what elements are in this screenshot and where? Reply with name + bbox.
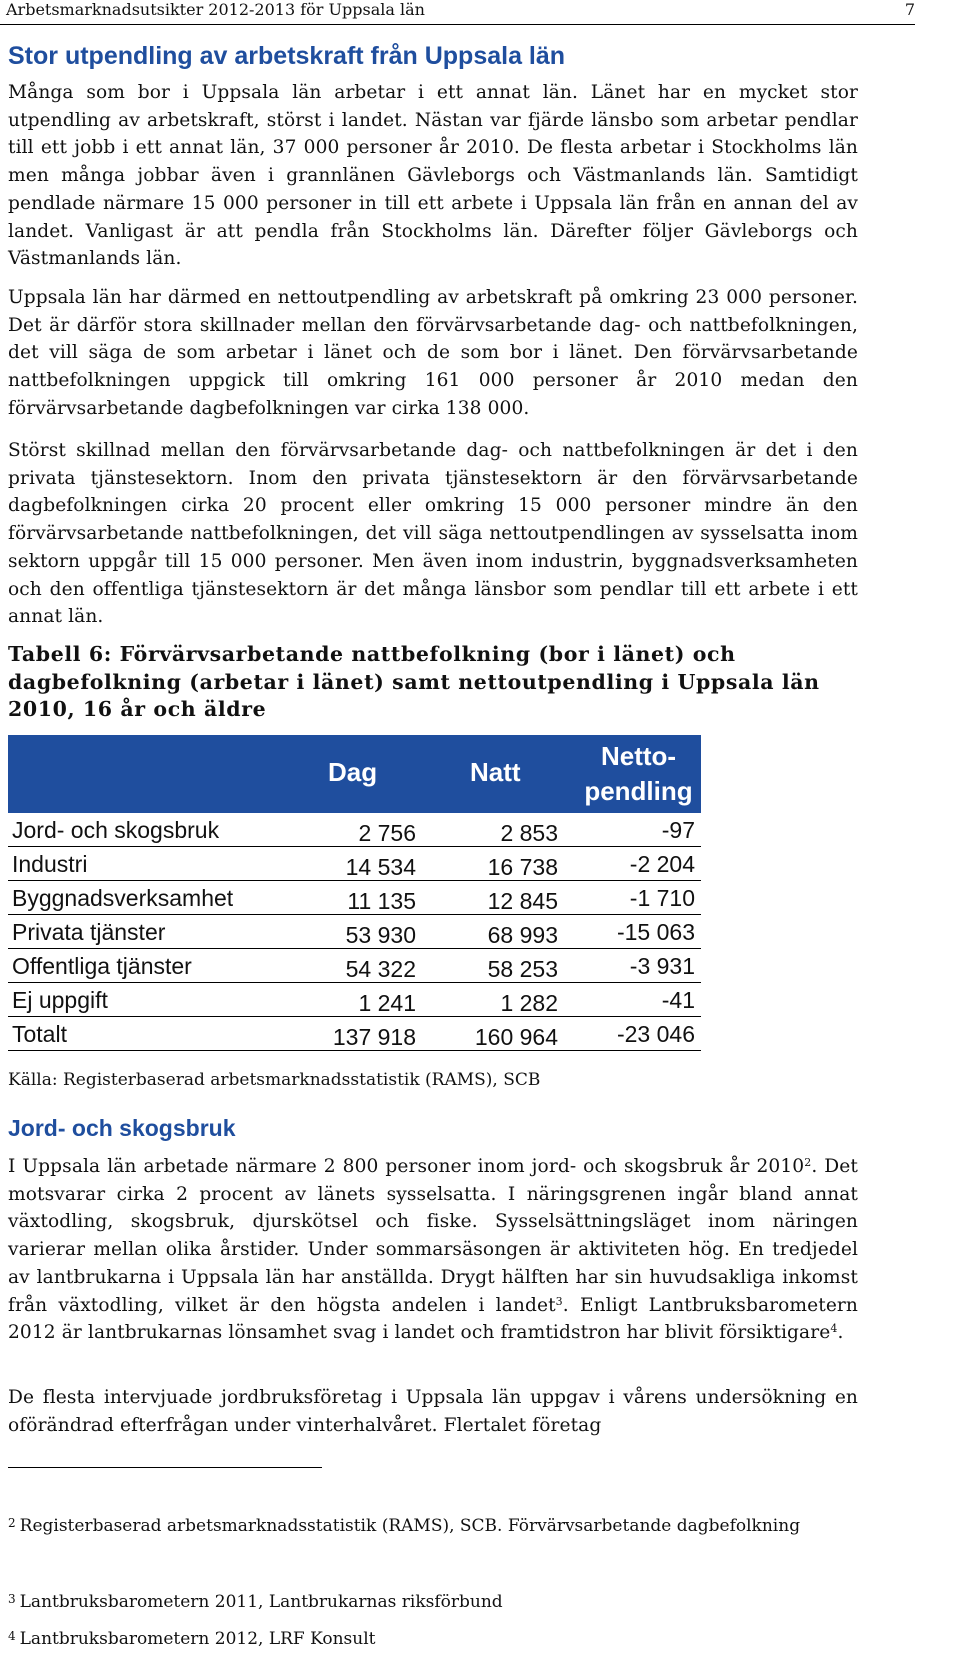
paragraph-3: Störst skillnad mellan den förvärvsarbetande dag- och nattbefolkningen är det i den privata tjänstesektorn. Inom den privata tjänstesektorn är den förvärvsarbetande dagbefolkningen cirka 20 procent eller omkring 15 000 personer mindre än den förvärvsarbetande nattbefolkningen, det vill säga nettoutpendlingen av sysselsatta inom sektorn uppgår till 15 000 personer. Men även inom industrin, byggnadsverksamheten och den offentliga tjänstesektorn är det många länsbor som pendlar till ett arbete i ett annat län. bbox=[8, 440, 858, 628]
cell-dag: 2 756 bbox=[358, 820, 416, 846]
cell-netto: -97 bbox=[661, 817, 695, 843]
table-row bbox=[8, 1017, 701, 1051]
footnote-number: 4 bbox=[8, 1629, 16, 1643]
footnote-ref-3[interactable]: 3 bbox=[555, 1294, 563, 1308]
footnote-4 bbox=[8, 1617, 808, 1658]
cell-natt: 12 845 bbox=[487, 888, 558, 914]
column-header-nettopendling: Netto-pendling bbox=[584, 741, 693, 806]
cell-natt: 68 993 bbox=[487, 922, 558, 948]
table-row bbox=[8, 915, 701, 949]
table-row bbox=[8, 949, 701, 983]
text-run: . Enligt Lantbruksbarometern 2012 är lantbrukarnas lönsamhet svag i landet och framtidstron har blivit försiktigare bbox=[8, 1294, 858, 1344]
row-label: Jord- och skogsbruk bbox=[12, 817, 220, 843]
table-caption: Tabell 6: Förvärvsarbetande nattbefolkning (bor i länet) och dagbefolkning (arbetar i länet) samt nettoutpendling i Uppsala län 2010, 16 år och äldre bbox=[8, 642, 820, 721]
row-label: Ej uppgift bbox=[12, 987, 108, 1013]
cell-netto: -15 063 bbox=[616, 919, 695, 945]
cell-dag: 54 322 bbox=[345, 956, 416, 982]
footnote-number: 3 bbox=[8, 1592, 16, 1606]
cell-natt: 1 282 bbox=[500, 990, 558, 1016]
footnote-divider bbox=[8, 1467, 322, 1468]
paragraph-jordbruk-2: De flesta intervjuade jordbruksföretag i Uppsala län uppgav i vårens undersökning en oförändrad efterfrågan under vinterhalvåret. Flertalet företag bbox=[8, 1387, 858, 1436]
cell-natt: 58 253 bbox=[487, 956, 558, 982]
table-row bbox=[8, 847, 701, 881]
row-label: Totalt bbox=[12, 1021, 67, 1047]
running-header-title: Arbetsmarknadsutsikter 2012-2013 för Uppsala län bbox=[6, 0, 425, 19]
paragraph-2: Uppsala län har därmed en nettoutpendling av arbetskraft på omkring 23 000 personer. Det är därför stora skillnader mellan den förvärvsarbetande dag- och nattbefolkningen, det vill säga de som arbetar i länet och de som bor i länet. Den förvärvsarbetande nattbefolkningen uppgick till omkring 161 000 personer år 2010 medan den förvärvsarbetande dagbefolkningen var cirka 138 000. bbox=[8, 287, 858, 419]
cell-netto: -23 046 bbox=[616, 1021, 695, 1047]
footnote-text: Lantbruksbarometern 2011, Lantbrukarnas riksförbund bbox=[19, 1592, 503, 1612]
text-run: . bbox=[837, 1322, 844, 1344]
footnote-3 bbox=[8, 1580, 808, 1621]
cell-dag: 137 918 bbox=[332, 1024, 416, 1050]
cell-dag: 1 241 bbox=[358, 990, 416, 1016]
footnote-ref-2[interactable]: 2 bbox=[804, 1156, 812, 1169]
footnote-number: 2 bbox=[8, 1516, 16, 1530]
section-heading-utpendling: Stor utpendling av arbetskraft från Uppsala län bbox=[8, 42, 566, 70]
table-source: Källa: Registerbaserad arbetsmarknadsstatistik (RAMS), SCB bbox=[8, 1070, 541, 1090]
cell-dag: 14 534 bbox=[345, 854, 416, 880]
cell-dag: 11 135 bbox=[347, 888, 416, 914]
row-label: Industri bbox=[12, 851, 88, 877]
column-header-natt: Natt bbox=[470, 757, 521, 787]
footnote-2 bbox=[8, 1504, 808, 1545]
cell-netto: -2 204 bbox=[629, 851, 695, 877]
column-header-dag: Dag bbox=[328, 757, 378, 787]
row-label: Offentliga tjänster bbox=[12, 953, 192, 979]
page-number: 7 bbox=[904, 0, 915, 19]
paragraph-1: Många som bor i Uppsala län arbetar i ett annat län. Länet har en mycket stor utpendling av arbetskraft, störst i landet. Nästan var fjärde länsbo som arbetar pendlar till ett jobb i ett annat län, 37 000 personer år 2010. De flesta arbetar i Stockholms län men många jobbar även i grannlänen Gävleborgs och Västmanlands län. Samtidigt pendlade närmare 15 000 personer in till ett arbete i Uppsala län från en annan del av landet. Vanligast är att pendla från Stockholms län. Därefter följer Gävleborgs och Västmanlands län. bbox=[8, 82, 858, 270]
footnote-ref-4[interactable]: 4 bbox=[830, 1322, 838, 1336]
footnote-text: Lantbruksbarometern 2012, LRF Konsult bbox=[19, 1629, 376, 1649]
paragraph-jordbruk-1 bbox=[8, 1153, 858, 1347]
cell-netto: -3 931 bbox=[629, 953, 695, 979]
table-row bbox=[8, 983, 701, 1017]
footnote-text: Registerbaserad arbetsmarknadsstatistik (RAMS), SCB. Förvärvsarbetande dagbefolkning bbox=[19, 1516, 801, 1536]
table-row bbox=[8, 881, 701, 915]
cell-dag: 53 930 bbox=[345, 922, 416, 948]
section-heading-jord-skogsbruk: Jord- och skogsbruk bbox=[8, 1115, 236, 1141]
cell-netto: -1 710 bbox=[629, 885, 695, 911]
cell-natt: 16 738 bbox=[487, 854, 558, 880]
table-body bbox=[8, 813, 701, 1051]
cell-natt: 2 853 bbox=[500, 820, 558, 846]
row-label: Byggnadsverksamhet bbox=[12, 885, 234, 911]
text-run: I Uppsala län arbetade närmare 2 800 personer inom jord- och skogsbruk år 2010 bbox=[8, 1156, 805, 1177]
table-row bbox=[8, 813, 701, 847]
text-run: . Det motsvarar cirka 2 procent av länets sysselsatta. I näringsgrenen ingår bland annat växtodling, skogsbruk, djurskötsel och fiske. Sysselsättningsläget inom näringen varierar mellan olika årstider. Under sommarsäsongen är aktiviteten hög. En tredjedel av lantbrukarna i Uppsala län har anställda. Drygt hälften har sin huvudsakliga inkomst från växtodling, vilket är den högsta andelen i landet bbox=[8, 1156, 858, 1316]
table-header-row bbox=[8, 735, 701, 813]
commuting-table bbox=[8, 735, 701, 1051]
cell-netto: -41 bbox=[661, 987, 695, 1013]
running-header bbox=[0, 0, 915, 25]
cell-natt: 160 964 bbox=[474, 1024, 558, 1050]
row-label: Privata tjänster bbox=[12, 919, 166, 945]
